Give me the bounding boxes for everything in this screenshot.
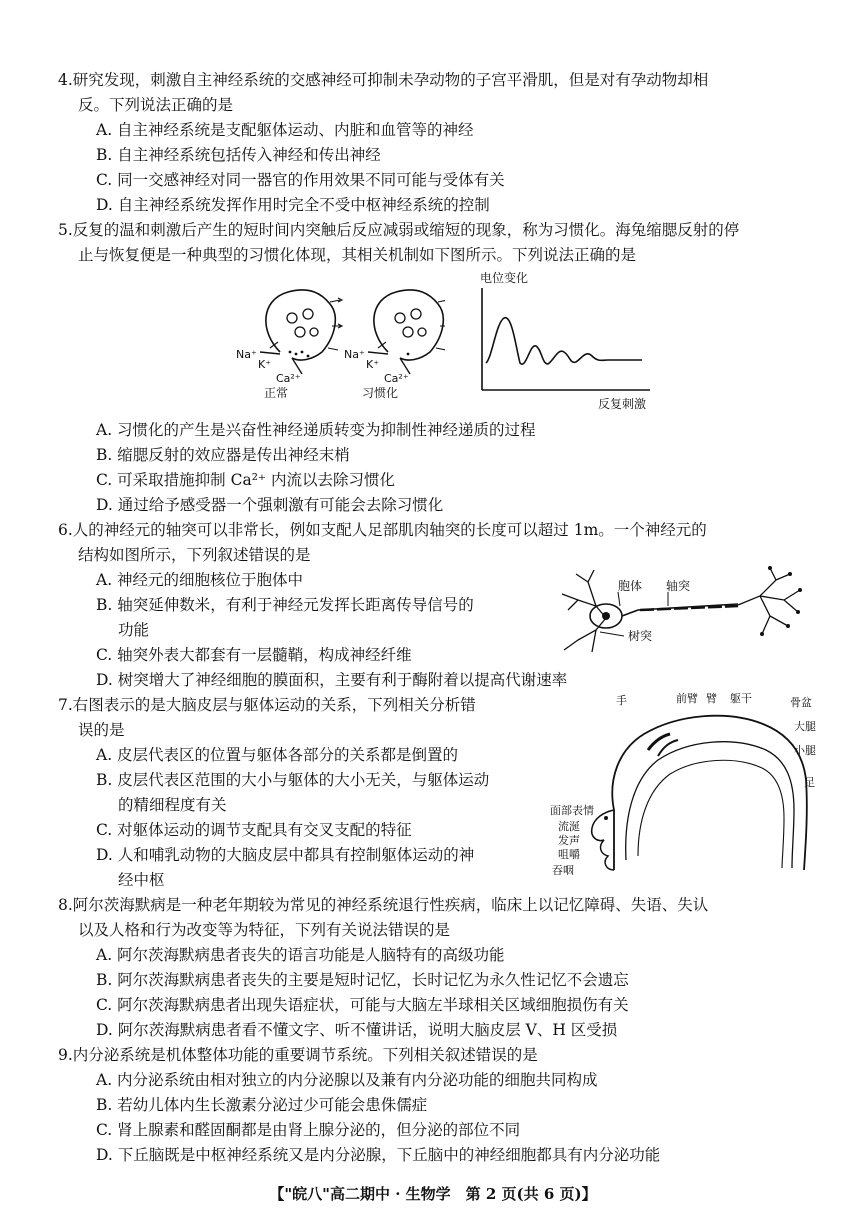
question-9-option-d: D. 下丘脑既是中枢神经系统又是内分泌腺，下丘脑中的神经细胞都具有内分泌功能 bbox=[96, 1146, 661, 1164]
face-profile bbox=[592, 810, 614, 870]
question-7-option-b-cont: 的精细程度有关 bbox=[118, 796, 227, 814]
question-7-option-a: A. 皮层代表区的位置与躯体各部分的关系都是倒置的 bbox=[96, 746, 459, 764]
homunculus-label-arm: 臂 bbox=[706, 692, 717, 705]
question-5-option-c: C. 可采取措施抑制 Ca²⁺ 内流以去除习惯化 bbox=[96, 471, 396, 489]
question-8-stem-line1: 8.阿尔茨海默病是一种老年期较为常见的神经系统退行性疾病，临床上以记忆障碍、失语、失认 bbox=[58, 896, 709, 914]
question-number: 5. bbox=[58, 221, 73, 239]
question-4-stem-line2: 反。下列说法正确的是 bbox=[78, 96, 234, 114]
question-7-option-b: B. 皮层代表区范围的大小与躯体的大小无关，与躯体运动 bbox=[96, 771, 490, 789]
question-5-stem-line1: 5.反复的温和刺激后产生的短时间内突触后反应减弱或缩短的现象，称为习惯化。海兔缩腮反射的停 bbox=[58, 221, 740, 239]
question-5-option-b: B. 缩腮反射的效应器是传出神经末梢 bbox=[96, 446, 350, 464]
homunculus-label-swallowing: 吞咽 bbox=[552, 864, 574, 875]
question-5-option-d: D. 通过给予感受器一个强刺激有可能会去除习惯化 bbox=[96, 496, 444, 514]
homunculus-label-thigh: 大腿 bbox=[794, 720, 816, 733]
question-number: 8. bbox=[58, 896, 73, 914]
question-6-option-c: C. 轴突外表大都套有一层髓鞘，构成神经纤维 bbox=[96, 646, 412, 664]
normal-k-label: K⁺ bbox=[258, 358, 272, 371]
habituation-synapse-diagram bbox=[344, 290, 445, 400]
homunculus-label-foot: 足 bbox=[804, 776, 815, 789]
graph-x-label: 反复刺激 bbox=[598, 397, 647, 411]
question-7-stem-line2: 误的是 bbox=[78, 721, 125, 739]
question-number: 7. bbox=[58, 696, 73, 714]
question-9-option-b: B. 若幼儿体内生长激素分泌过少可能会患侏儒症 bbox=[96, 1096, 428, 1114]
homunculus-label-salivation: 流涎 bbox=[558, 820, 580, 833]
question-4-option-d: D. 自主神经系统发挥作用时完全不受中枢神经系统的控制 bbox=[96, 196, 490, 214]
question-number: 4. bbox=[58, 71, 73, 89]
question-4-option-c: C. 同一交感神经对同一器官的作用效果不同可能与受体有关 bbox=[96, 171, 505, 189]
homunculus-label-chewing: 咀嚼 bbox=[558, 848, 580, 861]
soma-label: 胞体 bbox=[618, 579, 643, 593]
homunculus-label-hand: 手 bbox=[616, 694, 627, 707]
neuron-figure bbox=[548, 560, 828, 660]
question-5-option-a: A. 习惯化的产生是兴奋性神经递质转变为抑制性神经递质的过程 bbox=[96, 421, 536, 439]
question-4-stem-line1: 4.研究发现，刺激自主神经系统的交感神经可抑制未孕动物的子宫平滑肌，但是对有孕动物却相 bbox=[58, 71, 709, 89]
potential-graph bbox=[470, 268, 660, 413]
question-7-option-d: D. 人和哺乳动物的大脑皮层中都具有控制躯体运动的神 bbox=[96, 846, 475, 864]
habituation-label: 习惯化 bbox=[362, 386, 399, 400]
question-7-option-d-cont: 经中枢 bbox=[118, 871, 165, 889]
question-6-option-b: B. 轴突延伸数米，有利于神经元发挥长距离传导信号的 bbox=[96, 596, 474, 614]
nucleus bbox=[602, 612, 610, 620]
page-footer: 【"皖八"高二期中 · 生物学 第 2 页(共 6 页)】 bbox=[269, 1185, 597, 1203]
question-6-option-b-cont: 功能 bbox=[118, 621, 150, 639]
question-9-option-a: A. 内分泌系统由相对独立的内分泌腺以及兼有内分泌功能的细胞共同构成 bbox=[96, 1071, 598, 1089]
homunculus-label-face: 面部表情 bbox=[550, 804, 594, 817]
homunculus-label-vocalization: 发声 bbox=[558, 834, 580, 847]
question-7-option-c: C. 对躯体运动的调节支配具有交叉支配的特征 bbox=[96, 821, 412, 839]
axon-terminals bbox=[738, 568, 800, 634]
normal-synapse-diagram bbox=[236, 290, 342, 400]
homunculus-label-forearm: 前臂 bbox=[676, 692, 698, 705]
question-9-stem-line1: 9.内分泌系统是机体整体功能的重要调节系统。下列相关叙述错误的是 bbox=[58, 1046, 538, 1064]
question-8-option-d: D. 阿尔茨海默病患者看不懂文字、听不懂讲话，说明大脑皮层 V、H 区受损 bbox=[96, 1021, 618, 1039]
question-number: 9. bbox=[58, 1046, 73, 1064]
question-4-option-a: A. 自主神经系统是支配躯体运动、内脏和血管等的神经 bbox=[96, 121, 474, 139]
brain-section-outline bbox=[612, 716, 807, 870]
normal-ca-label: Ca²⁺ bbox=[276, 372, 301, 385]
normal-na-label: Na⁺ bbox=[236, 348, 257, 361]
homunculus-label-trunk: 躯干 bbox=[730, 692, 752, 705]
question-8-option-a: A. 阿尔茨海默病患者丧失的语言功能是人脑特有的高级功能 bbox=[96, 946, 505, 964]
habituation-na-label: Na⁺ bbox=[344, 348, 365, 361]
axon-label: 轴突 bbox=[666, 579, 691, 593]
question-8-option-c: C. 阿尔茨海默病患者出现失语症状，可能与大脑左半球相关区域细胞损伤有关 bbox=[96, 996, 629, 1014]
question-8-option-b: B. 阿尔茨海默病患者丧失的主要是短时记忆，长时记忆为永久性记忆不会遗忘 bbox=[96, 971, 629, 989]
question-4-option-b: B. 自主神经系统包括传入神经和传出神经 bbox=[96, 146, 381, 164]
habituation-ca-label: Ca²⁺ bbox=[384, 372, 409, 385]
question-number: 6. bbox=[58, 521, 73, 539]
dendrite-label: 树突 bbox=[628, 629, 653, 643]
question-7-stem-line1: 7.右图表示的是大脑皮层与躯体运动的关系，下列相关分析错 bbox=[58, 696, 476, 714]
synapse-figure bbox=[230, 282, 445, 402]
question-8-stem-line2: 以及人格和行为改变等为特征，下列有关说法错误的是 bbox=[78, 921, 451, 939]
question-9-option-c: C. 肾上腺素和醛固酮都是由肾上腺分泌的，但分泌的部位不同 bbox=[96, 1121, 521, 1139]
homunculus-label-shank: 小腿 bbox=[794, 744, 816, 757]
question-6-stem-line1: 6.人的神经元的轴突可以非常长，例如支配人足部肌肉轴突的长度可以超过 1m。一个神经元的 bbox=[58, 521, 707, 539]
graph-y-label: 电位变化 bbox=[480, 271, 529, 285]
dendrites bbox=[562, 570, 606, 652]
habituation-k-label: K⁺ bbox=[366, 358, 380, 371]
question-6-option-d: D. 树突增大了神经细胞的膜面积，主要有利于酶附着以提高代谢速率 bbox=[96, 671, 568, 689]
motor-cortex-figure bbox=[548, 690, 838, 875]
normal-label: 正常 bbox=[264, 386, 289, 400]
question-5-stem-line2: 止与恢复便是一种典型的习惯化体现，其相关机制如下图所示。下列说法正确的是 bbox=[78, 246, 637, 264]
homunculus-label-pelvis: 骨盆 bbox=[790, 696, 812, 709]
potential-curve bbox=[486, 318, 642, 364]
question-6-stem-line2: 结构如图所示，下列叙述错误的是 bbox=[78, 546, 311, 564]
question-6-option-a: A. 神经元的细胞核位于胞体中 bbox=[96, 571, 304, 589]
